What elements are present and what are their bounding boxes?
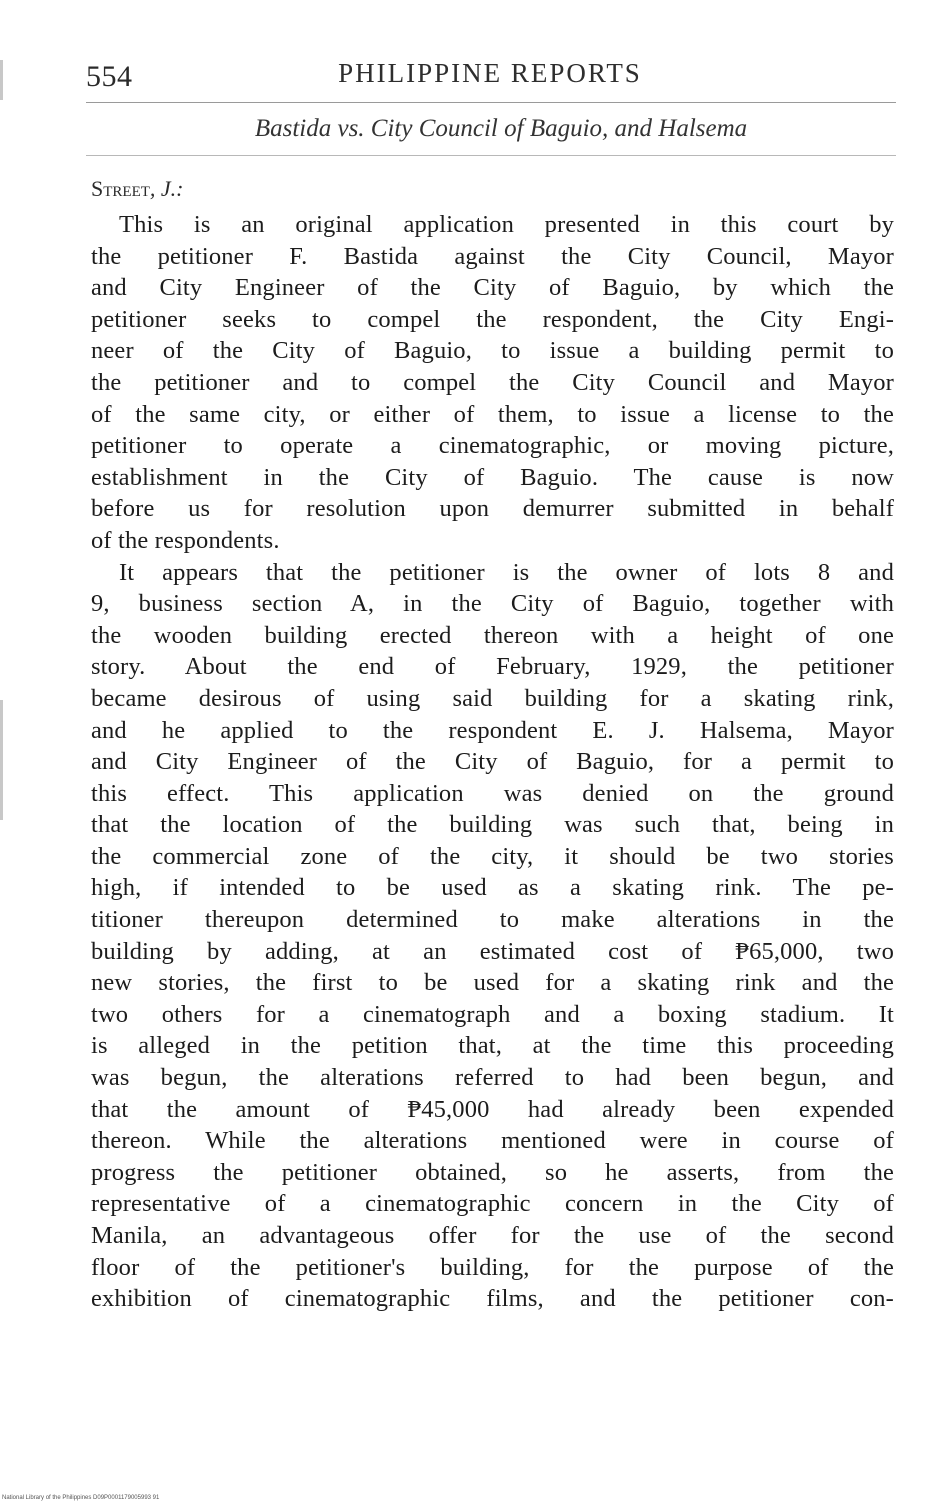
- text-line: high, if intended to be used as a skating rink. The pe-: [91, 874, 894, 902]
- running-title: PHILIPPINE REPORTS: [338, 58, 642, 88]
- text-line: and City Engineer of the City of Baguio, for a permit to: [91, 748, 894, 776]
- text-line: the petitioner F. Bastida against the City Council, Mayor: [91, 242, 894, 270]
- opinion-byline: [91, 176, 183, 202]
- text-line: story. About the end of February, 1929, the petitioner: [91, 653, 894, 681]
- text-line: titioner thereupon determined to make alterations in the: [91, 906, 894, 934]
- header-rule: [86, 102, 896, 103]
- text-line: and he applied to the respondent E. J. Halsema, Mayor: [91, 716, 894, 744]
- text-line: new stories, the first to be used for a skating rink and the: [91, 969, 894, 997]
- paragraph: [91, 209, 894, 557]
- text-line: It appears that the petitioner is the owner of lots 8 and: [119, 558, 894, 586]
- text-line: was begun, the alterations referred to had been begun, and: [91, 1064, 894, 1092]
- text-line: floor of the petitioner's building, for the purpose of the: [91, 1253, 894, 1281]
- text-line: of the same city, or either of them, to issue a license to the: [91, 400, 894, 428]
- text-line: that the location of the building was such that, being in: [91, 811, 894, 839]
- text-line: This is an original application presented in this court by: [119, 211, 894, 238]
- opinion-body: [91, 209, 894, 1315]
- text-line: establishment in the City of Baguio. The cause is now: [91, 463, 894, 491]
- text-line: 9, business section A, in the City of Baguio, together with: [91, 590, 894, 618]
- text-line: petitioner seeks to compel the respondent, the City Engi-: [91, 305, 894, 333]
- text-line: progress the petitioner obtained, so he asserts, from the: [91, 1158, 894, 1186]
- text-line: is alleged in the petition that, at the time this proceeding: [91, 1032, 894, 1060]
- text-line: neer of the City of Baguio, to issue a building permit to: [91, 337, 894, 365]
- text-line: the commercial zone of the city, it should be two stories: [91, 842, 894, 870]
- text-line: Manila, an advantageous offer for the use of the second: [91, 1222, 894, 1249]
- page-number: 554: [86, 60, 133, 93]
- text-line: two others for a cinematograph and a boxing stadium. It: [91, 1000, 894, 1028]
- case-title: Bastida vs. City Council of Baguio, and Halsema: [254, 115, 748, 142]
- text-line: building by adding, at an estimated cost of ₱65,000, two: [91, 937, 894, 965]
- case-title-rule: [86, 155, 896, 156]
- text-line: this effect. This application was denied on the ground: [91, 779, 894, 807]
- text-line: the wooden building erected thereon with a height of one: [91, 621, 894, 649]
- text-line: the petitioner and to compel the City Council and Mayor: [91, 368, 894, 396]
- text-line: became desirous of using said building for a skating rink,: [91, 684, 894, 712]
- text-line: exhibition of cinematographic films, and the petitioner con-: [91, 1285, 894, 1313]
- justice-name: Street: [91, 176, 150, 201]
- paragraph: [91, 557, 894, 1315]
- text-line: representative of a cinematographic concern in the City of: [91, 1190, 894, 1218]
- text-line: petitioner to operate a cinematographic, or moving picture,: [91, 432, 894, 460]
- text-line: before us for resolution upon demurrer submitted in behalf: [91, 495, 894, 523]
- text-line: thereon. While the alterations mentioned were in course of: [91, 1127, 894, 1155]
- scan-edge-mark: [0, 60, 3, 100]
- scan-edge-mark: [0, 700, 3, 820]
- scan-credit: National Library of the Philippines D09P0001179005993 91: [2, 1495, 160, 1501]
- text-line: that the amount of ₱45,000 had already been expended: [91, 1095, 894, 1123]
- justice-suffix: , J.:: [149, 176, 184, 201]
- text-line: of the respondents.: [91, 526, 280, 554]
- text-line: and City Engineer of the City of Baguio, by which the: [91, 274, 894, 302]
